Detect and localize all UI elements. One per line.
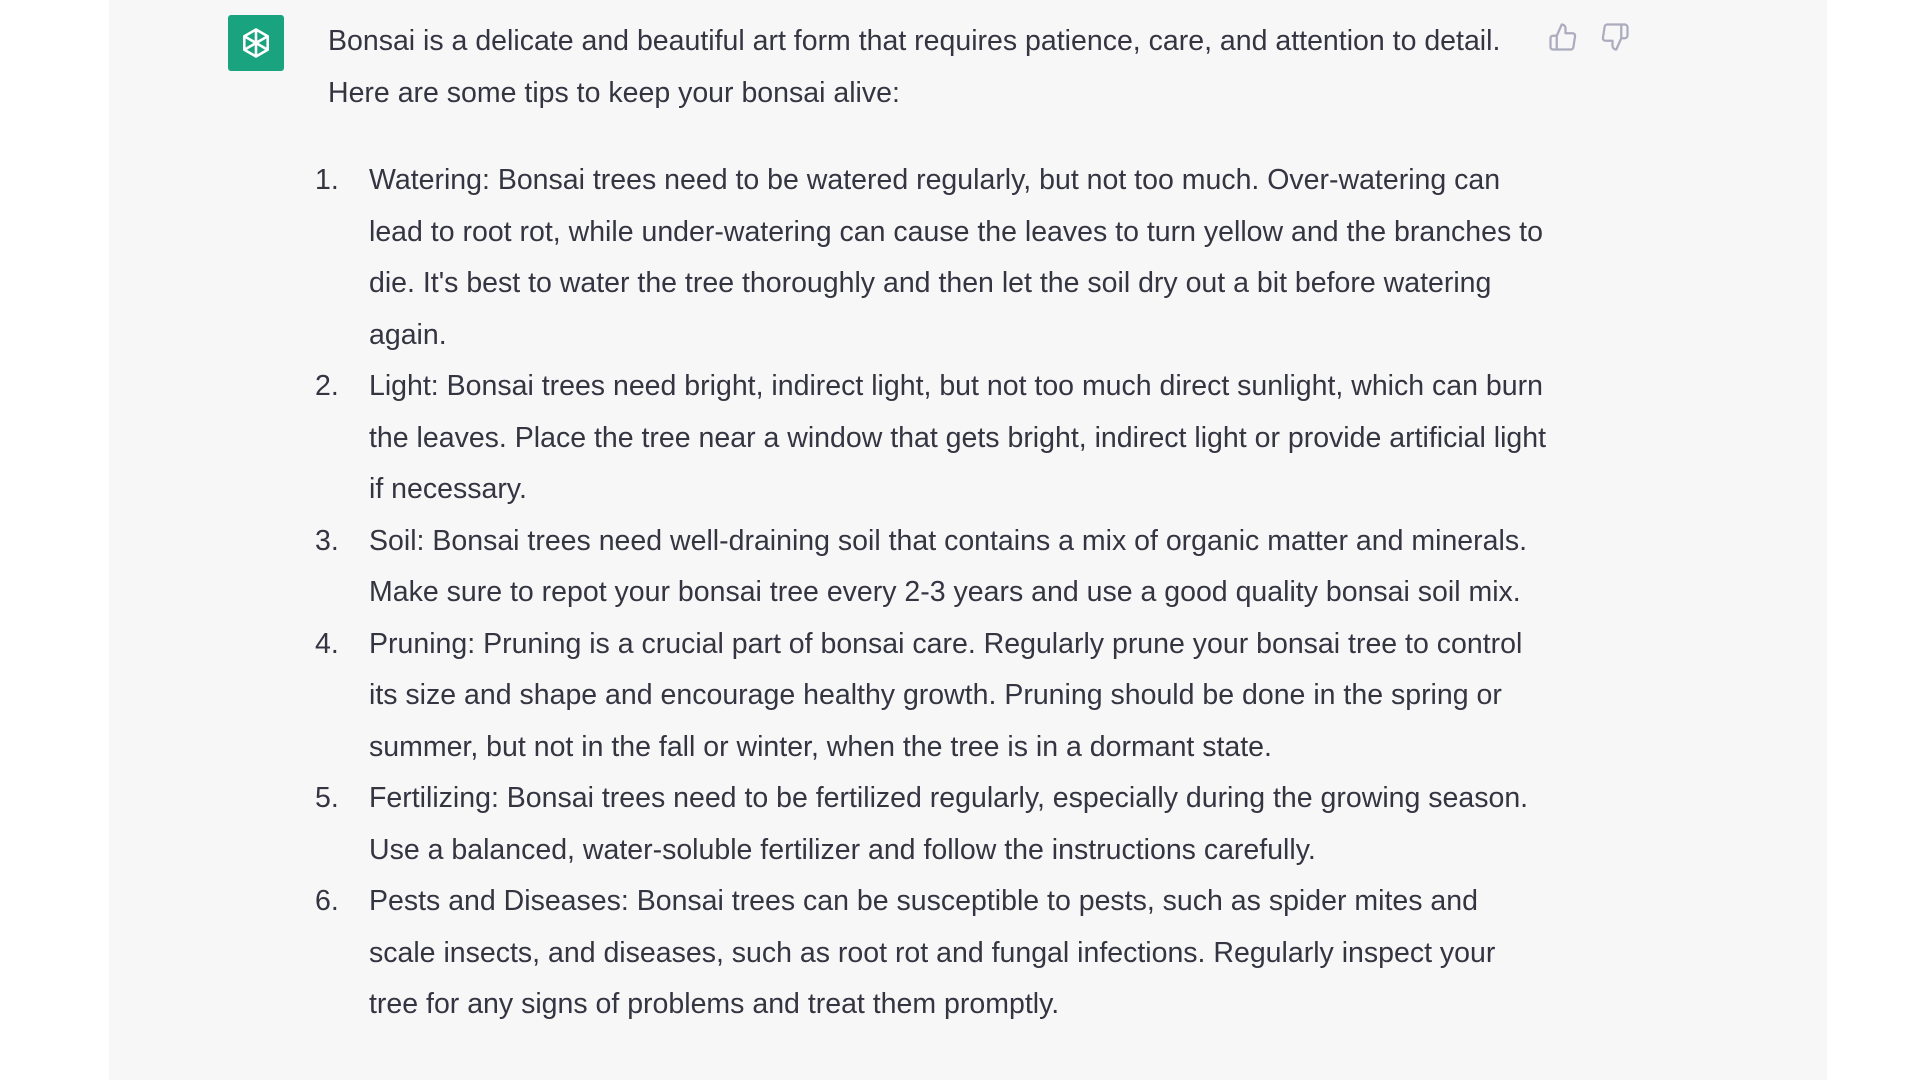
list-item xyxy=(315,155,1548,361)
thumbs-down-button[interactable] xyxy=(1600,20,1630,54)
message-intro: Bonsai is a delicate and beautiful art form that requires patience, care, and attention to detail. Here are some tips to keep your bonsai alive: xyxy=(328,25,1501,109)
thumbs-up-button[interactable] xyxy=(1548,20,1578,54)
list-item-text: Watering: Bonsai trees need to be watered regularly, but not too much. Over-watering can lead to root rot, while under-watering can cause the leaves to turn yellow and the branches to die. It's best to water the tree thoroughly and then let the soil dry out a bit before watering again. xyxy=(369,164,1543,351)
list-item-number: 1. xyxy=(315,164,339,196)
list-item-text: Pests and Diseases: Bonsai trees can be susceptible to pests, such as spider mites and scale insects, and diseases, such as root rot and fungal infections. Regularly inspect your tree for any signs of problems and treat them promptly. xyxy=(369,885,1496,1020)
list-item-number: 2. xyxy=(315,370,339,402)
assistant-avatar xyxy=(228,15,284,71)
list-item-text: Pruning: Pruning is a crucial part of bonsai care. Regularly prune your bonsai tree to control its size and shape and encourage healthy growth. Pruning should be done in the spring or summer, but not in the fall or winter, when the tree is in a dormant state. xyxy=(369,627,1523,763)
thumbs-down-icon xyxy=(1600,22,1630,52)
list-item xyxy=(315,773,1548,876)
tips-list xyxy=(315,155,1548,1031)
thumbs-up-icon xyxy=(1548,22,1578,52)
list-item-text: Soil: Bonsai trees need well-draining soil that contains a mix of organic matter and minerals. Make sure to repot your bonsai tree every 2-3 years and use a good quality bonsai soil mix. xyxy=(369,524,1527,608)
list-item-text: Light: Bonsai trees need bright, indirect light, but not too much direct sunlight, which can burn the leaves. Place the tree near a window that gets bright, indirect light or provide artificial light if necessary. xyxy=(369,370,1547,505)
list-item-number: 5. xyxy=(315,782,339,814)
list-item-number: 4. xyxy=(315,627,339,660)
assistant-message xyxy=(315,16,1548,1031)
list-item xyxy=(315,619,1548,774)
list-item-text: Fertilizing: Bonsai trees need to be fertilized regularly, especially during the growing season. Use a balanced, water-soluble fertilizer and follow the instructions carefully. xyxy=(369,782,1529,866)
list-item xyxy=(315,361,1548,516)
list-item-number: 6. xyxy=(315,885,339,917)
list-item-number: 3. xyxy=(315,524,339,557)
list-item xyxy=(315,516,1548,619)
list-item xyxy=(315,876,1548,1031)
openai-logo-icon xyxy=(236,23,276,63)
feedback-buttons xyxy=(1548,20,1630,54)
